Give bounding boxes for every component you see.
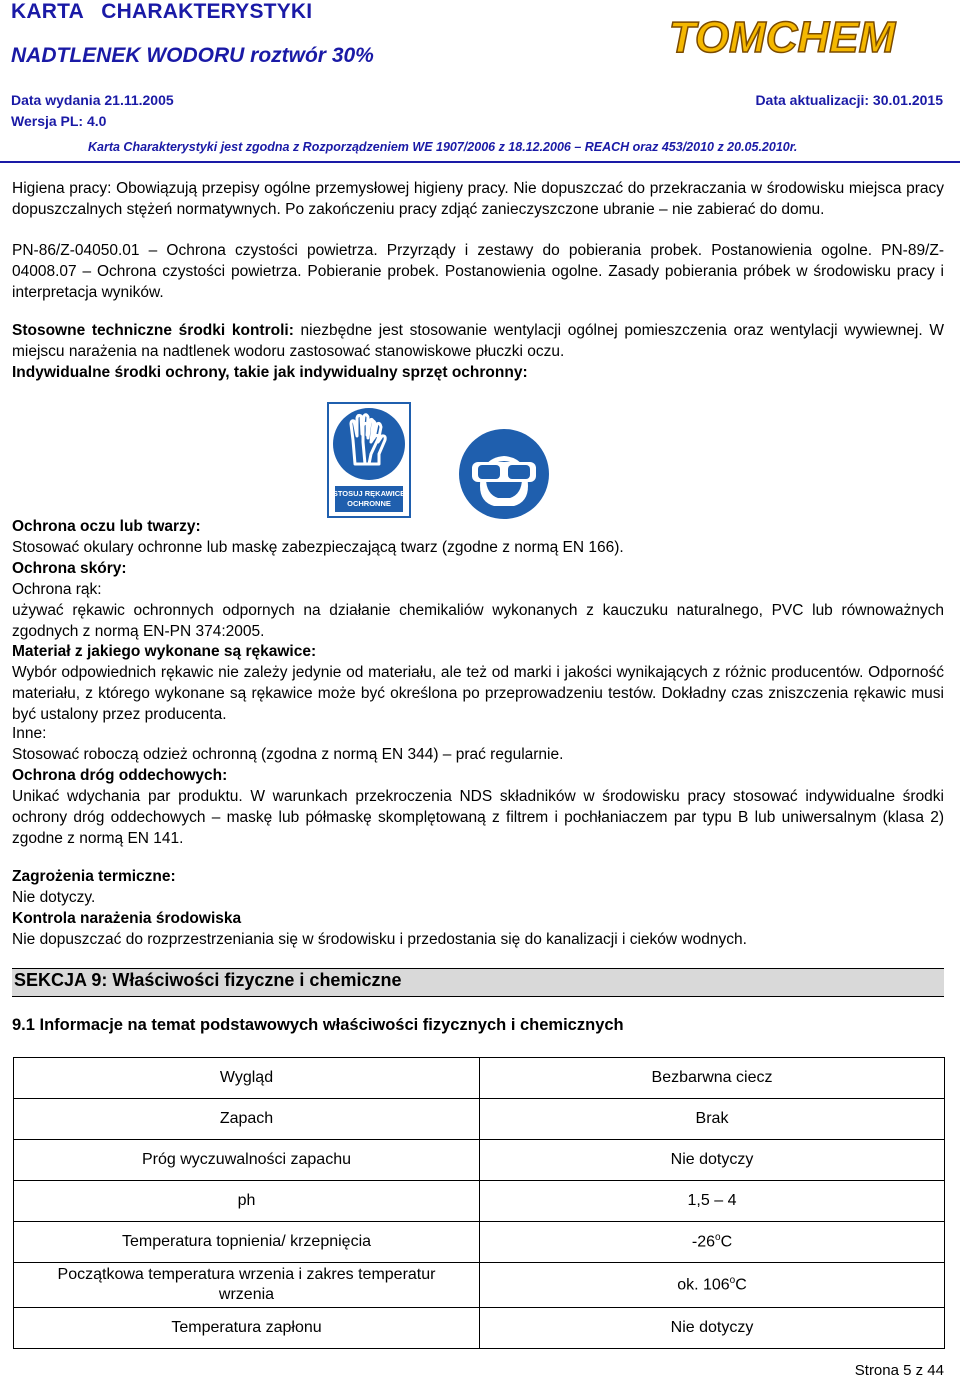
degree-superscript: o [729, 1275, 736, 1287]
property-value: Bezbarwna ciecz [480, 1058, 945, 1099]
hand-protection-text: używać rękawic ochronnych odpornych na działanie chemikaliów wykonanych z kauczuku naturalnego, PVC lub równoważnych zgodnych z normą EN-PN 374:2005. [12, 602, 944, 640]
table-row [14, 1263, 945, 1308]
property-value [480, 1222, 945, 1263]
glove-material-text: Wybór odpowiednich rękawic nie zależy jedynie od materiału, ale też od marki i jakości wynikających z różnic producentów. Odporność materiału, z którego wykonane są rękawice może być określona po przeprowadzeniu testów. Dokładny czas zniszczenia rękawic musi być ustalony przez producenta. [12, 664, 944, 723]
issue-date: Data wydania 21.11.2005 [11, 92, 174, 108]
gloves-mandatory-sign [327, 402, 411, 518]
version: Wersja PL: 4.0 [11, 113, 107, 129]
property-name: Temperatura topnienia/ krzepnięcia [14, 1222, 480, 1263]
value-unit: C [735, 1276, 747, 1294]
header-divider [0, 161, 960, 163]
skin-protection-heading: Ochrona skóry: [12, 560, 127, 577]
table-row [14, 1181, 945, 1222]
environmental-exposure-heading: Kontrola narażenia środowiska [12, 910, 242, 927]
table-row [14, 1099, 945, 1140]
tomchem-logo [660, 4, 900, 66]
property-value: 1,5 – 4 [480, 1181, 945, 1222]
sign-text-line-1: STOSUJ RĘKAWICE [332, 489, 406, 498]
glove-material-heading: Materiał z jakiego wykonane są rękawice: [12, 643, 317, 660]
property-name: ph [14, 1181, 480, 1222]
property-value: Nie dotyczy [480, 1140, 945, 1181]
property-value: Brak [480, 1099, 945, 1140]
thermal-hazards-heading: Zagrożenia termiczne: [12, 868, 176, 885]
table-row [14, 1308, 945, 1349]
value-unit: C [720, 1233, 733, 1251]
technical-controls-paragraph [12, 321, 944, 363]
property-name: Początkowa temperatura wrzenia i zakres temperatur wrzenia [14, 1263, 480, 1308]
logo-text: TOMCHEM [668, 13, 896, 62]
other-protection-label: Inne: [12, 725, 47, 742]
property-name: Temperatura zapłonu [14, 1308, 480, 1349]
property-name: Wygląd [14, 1058, 480, 1099]
physical-properties-table [13, 1057, 945, 1349]
hand-protection-label: Ochrona rąk: [12, 581, 102, 598]
property-name: Próg wyczuwalności zapachu [14, 1140, 480, 1181]
table-row [14, 1058, 945, 1099]
property-value: Nie dotyczy [480, 1308, 945, 1349]
product-name: NADTLENEK WODORU roztwór 30% [11, 44, 374, 67]
ppe-heading: Indywidualne środki ochrony, takie jak indywidualny sprzęt ochronny: [12, 364, 528, 381]
respiratory-protection-text: Unikać wdychania par produktu. W warunkach przekroczenia NDS składników w środowisku pracy stosować indywidualne środki ochrony dróg oddechowych – maskę lub półmaskę skomplętowaną z filtrem i pochłaniaczem par typu B lub uniwersalnym (klasa 2) zgodne z normą EN 141. [12, 788, 944, 847]
eye-protection-heading: Ochrona oczu lub twarzy: [12, 518, 201, 535]
respiratory-protection-heading: Ochrona dróg oddechowych: [12, 767, 228, 784]
section-9-1-title: 9.1 Informacje na temat podstawowych właściwości fizycznych i chemicznych [12, 1016, 624, 1034]
degree-superscript: o [715, 1232, 721, 1244]
eye-protection-sign [458, 428, 550, 520]
regulation-note: Karta Charakterystyki jest zgodna z Rozporządzeniem WE 1907/2006 z 18.12.2006 – REACH oraz 453/2010 z 20.05.2010r. [88, 140, 798, 154]
table-row [14, 1222, 945, 1263]
technical-controls-label: Stosowne techniczne środki kontroli: [12, 322, 294, 339]
sign-text-line-2: OCHRONNE [347, 499, 391, 508]
environmental-exposure-text: Nie dopuszczać do rozprzestrzeniania się w środowisku i przedostania się do kanalizacji i cieków wodnych. [12, 931, 747, 948]
technical-controls-text: niezbędne jest stosowanie wentylacji ogólnej pomieszczenia oraz wentylacji wywiewnej. W miejscu narażenia na nadtlenek wodoru zastosować stanowiskowe płuczki oczu. [12, 322, 945, 360]
document-type-title: KARTA CHARAKTERYSTYKI [11, 0, 313, 23]
table-row [14, 1140, 945, 1181]
page-number: Strona 5 z 44 [854, 1362, 944, 1379]
hygiene-paragraph: Higiena pracy: Obowiązują przepisy ogólne przemysłowej higieny pracy. Nie dopuszczać do przekraczania w środowisku miejsca pracy dopuszczalnych stężeń normatywnych. Po zakończeniu pracy zdjąć zanieczyszczone ubranie – nie zabierać do domu. [12, 180, 944, 218]
value-number: -26 [691, 1233, 715, 1251]
property-value [480, 1263, 945, 1308]
eye-protection-text: Stosować okulary ochronne lub maskę zabezpieczającą twarz (zgodne z normą EN 166). [12, 539, 624, 556]
other-protection-text: Stosować roboczą odzież ochronną (zgodna z normą EN 344) – prać regularnie. [12, 746, 564, 763]
section-9-title: SEKCJA 9: Właściwości fizyczne i chemiczne [14, 970, 402, 990]
value-number: ok. 106 [677, 1276, 730, 1294]
property-name: Zapach [14, 1099, 480, 1140]
thermal-hazards-text: Nie dotyczy. [12, 889, 96, 906]
standards-paragraph: PN-86/Z-04050.01 – Ochrona czystości powietrza. Przyrządy i zestawy do pobierania probek. Postanowienia ogolne. PN-89/Z-04008.07 – Ochrona czystości powietrza. Pobieranie probek. Postanowienia ogolne. Zasady pobierania próbek w środowisku pracy i interpretacja wyników. [12, 242, 944, 301]
update-date: Data aktualizacji: 30.01.2015 [755, 92, 943, 108]
